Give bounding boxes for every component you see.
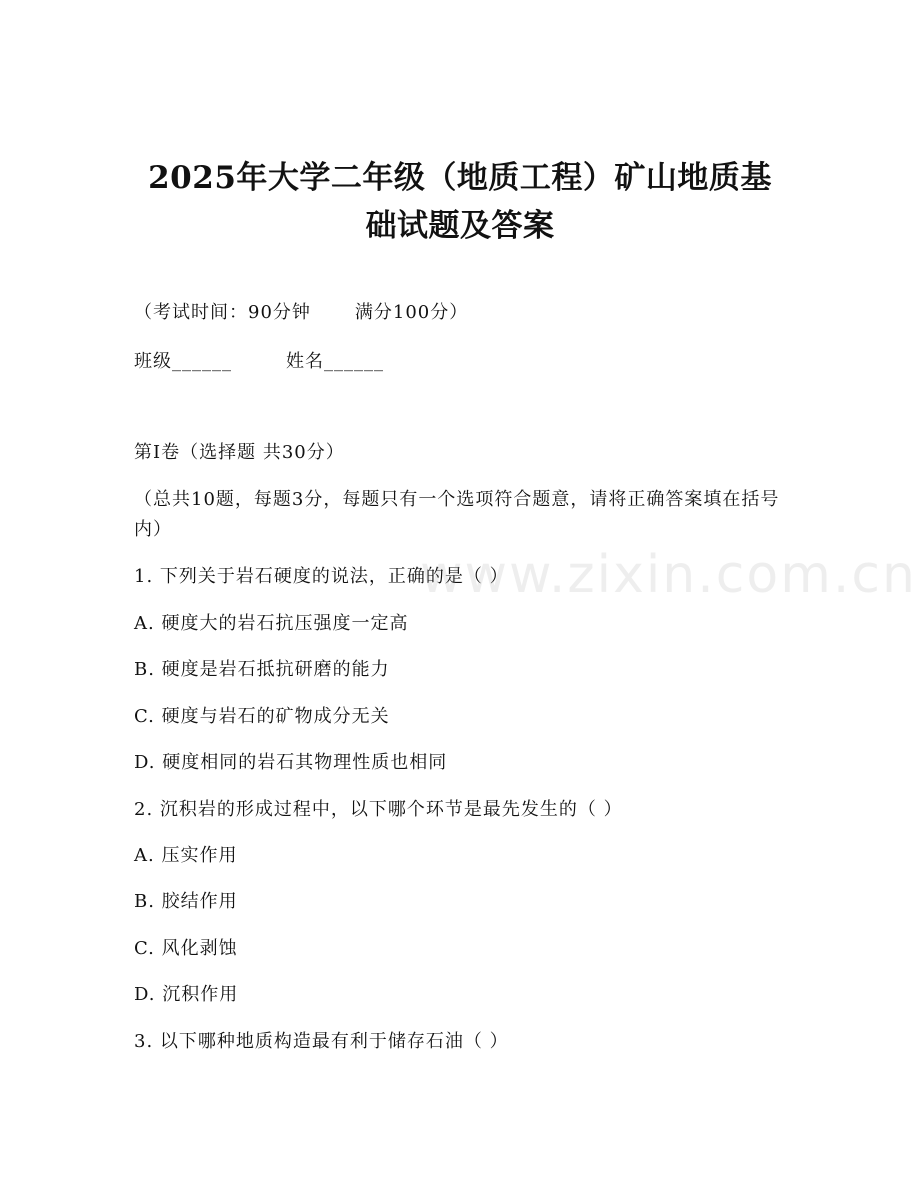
student-fields — [134, 348, 384, 376]
question-option: D. 硬度相同的岩石其物理性质也相同 — [134, 752, 448, 773]
name-field: 姓名______ — [286, 351, 384, 372]
question-option: B. 胶结作用 — [134, 891, 238, 912]
exam-info — [134, 299, 468, 327]
question-stem: 3. 以下哪种地质构造最有利于储存石油（ ） — [134, 1031, 509, 1052]
question-option: A. 压实作用 — [134, 845, 238, 866]
question-stem: 2. 沉积岩的形成过程中，以下哪个环节是最先发生的（ ） — [134, 799, 623, 820]
question-option: B. 硬度是岩石抵抗研磨的能力 — [134, 659, 390, 680]
class-field: 班级______ — [134, 351, 232, 372]
question-option: D. 沉积作用 — [134, 984, 239, 1005]
document-title-line-1: 2025年大学二年级（地质工程）矿山地质基 — [148, 160, 772, 196]
question-option: A. 硬度大的岩石抗压强度一定高 — [134, 613, 409, 634]
section-heading: 第Ⅰ卷（选择题 共30分） — [134, 442, 345, 463]
exam-time: （考试时间：90分钟 — [134, 302, 311, 323]
watermark: www.zixin.com.cn — [420, 545, 917, 605]
question-option: C. 风化剥蚀 — [134, 938, 238, 959]
question-stem: 1. 下列关于岩石硬度的说法，正确的是（ ） — [134, 566, 509, 587]
question-option: C. 硬度与岩石的矿物成分无关 — [134, 706, 390, 727]
document-title-line-2: 础试题及答案 — [365, 208, 555, 244]
section-instructions: （总共10题，每题3分，每题只有一个选项符合题意，请将正确答案填在括号内） — [134, 489, 780, 540]
exam-full-score: 满分100分） — [354, 302, 469, 323]
